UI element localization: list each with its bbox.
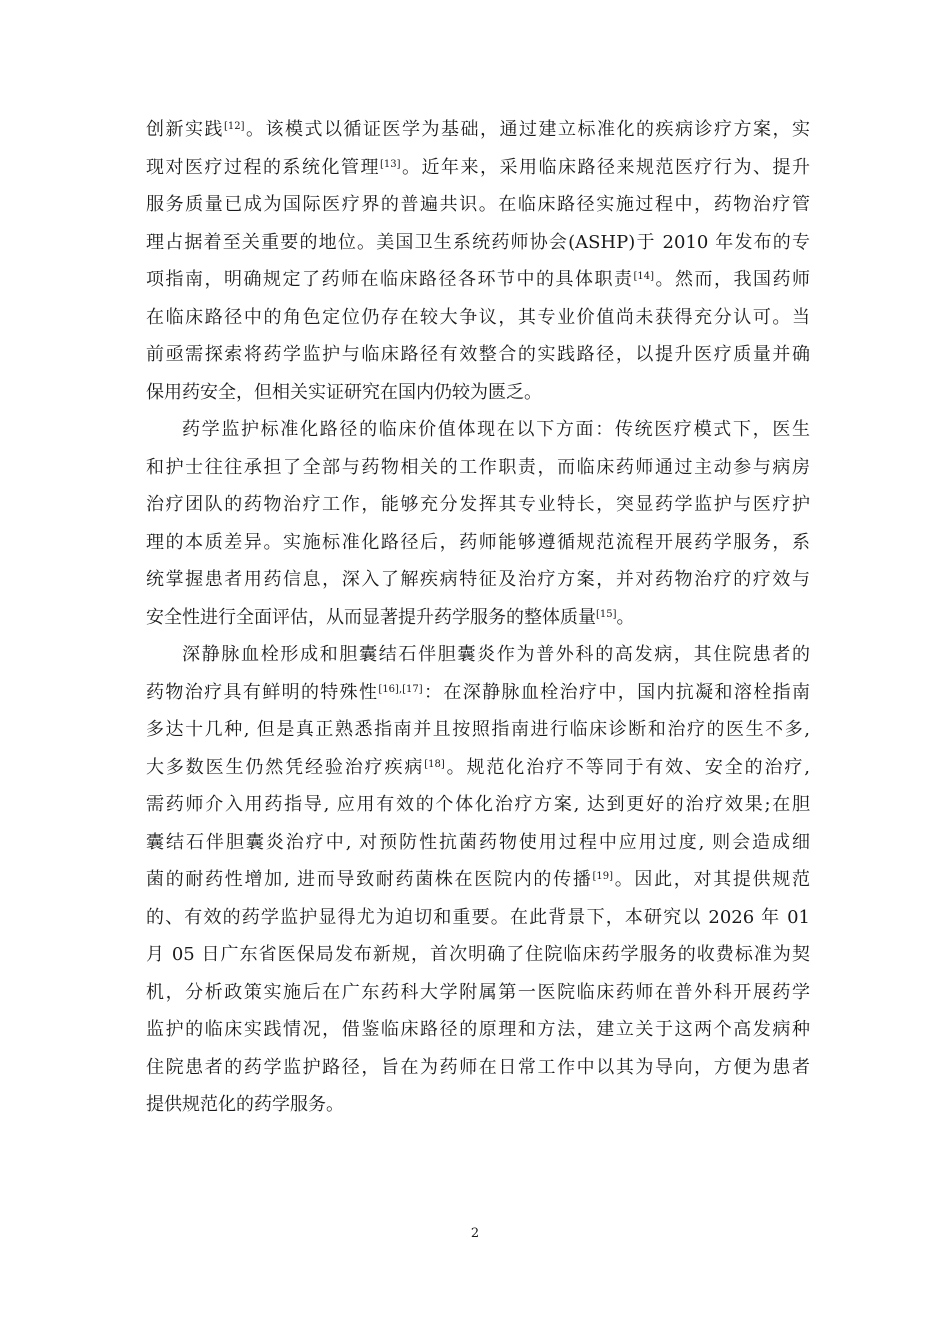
text-run: 住院患者的药学监护路径，旨在为药师在日常工作中以其为导向，方便为患者 [146,1056,810,1078]
text-run: 药物治疗具有鲜明的特殊性 [146,681,379,703]
text-line [146,899,810,937]
text-run: 理占据着至关重要的地位。美国卫生系统药师协会(ASHP)于 2010 年发布的专 [146,231,810,253]
citation-ref: [19] [592,871,614,882]
text-line [146,411,810,449]
citation-ref: [15] [596,608,617,620]
text-run: 现对医疗过程的系统化管理 [146,156,380,178]
text-line [146,1011,810,1049]
text-run: 治疗团队的药物治疗工作，能够充分发挥其专业特长，突显药学监护与医疗护 [146,494,810,515]
paragraph [146,111,810,411]
citation-ref: [12] [224,121,245,132]
text-line [146,299,810,337]
text-run: 囊结石伴胆囊炎治疗中, 对预防性抗菌药物使用过程中应用过度, 则会造成细 [146,831,810,853]
text-run: 多达十几种, 但是真正熟悉指南并且按照指南进行临床诊断和治疗的医生不多, [146,719,810,740]
text-line [146,486,810,524]
text-line [146,749,810,787]
text-run: 。因此，对其提供规范 [613,869,810,890]
text-line [146,786,810,824]
text-run: 。 [616,606,635,628]
text-run: 安全性进行全面评估，从而显著提升药学服务的整体质量 [146,606,596,628]
text-run: 的、有效的药学监护显得尤为迫切和重要。在此背景下，本研究以 2026 年 01 [146,906,810,928]
text-run: 需药师介入用药指导, 应用有效的个体化治疗方案, 达到更好的治疗效果;在胆 [146,794,810,815]
text-line [146,561,810,599]
text-run: 菌的耐药性增加, 进而导致耐药菌株在医院内的传播 [146,869,593,890]
citation-ref: [16],[17] [378,683,423,695]
text-run: ：在深静脉血栓治疗中，国内抗凝和溶栓指南 [422,681,811,703]
paragraph [146,411,810,636]
text-run: 提供规范化的药学服务。 [146,1094,344,1115]
text-line [146,336,810,374]
text-line [146,974,810,1012]
text-line [146,374,810,412]
text-run: 。近年来，采用临床路径来规范医疗行为、提升 [400,156,811,178]
text-line [146,261,810,299]
page-number: 2 [470,1226,480,1241]
text-line [146,861,810,899]
text-line [146,636,810,674]
text-run: 。然而，我国药师 [654,269,811,290]
text-run: 统掌握患者用药信息，深入了解疾病特征及治疗方案，并对药物治疗的疗效与 [146,569,810,590]
text-line [146,1049,810,1087]
text-run: 月 05 日广东省医保局发布新规，首次明确了住院临床药学服务的收费标准为契 [146,944,810,965]
text-line [146,111,810,149]
text-line [146,936,810,974]
text-run: 。规范化治疗不等同于有效、安全的治疗, [444,756,810,778]
citation-ref: [13] [380,158,401,170]
text-line [146,149,810,187]
text-line [146,186,810,224]
text-run: 创新实践 [146,119,224,140]
text-run: 。该模式以循证医学为基础，通过建立标准化的疾病诊疗方案，实 [244,119,811,140]
text-run: 服务质量已成为国际医疗界的普遍共识。在临床路径实施过程中，药物治疗管 [146,194,810,215]
text-line [146,599,810,637]
citation-ref: [14] [633,271,655,282]
text-run: 保用药安全，但相关实证研究在国内仍较为匮乏。 [146,381,542,403]
text-line [146,224,810,262]
text-run: 理的本质差异。实施标准化路径后，药师能够遵循规范流程开展药学服务，系 [146,531,810,553]
text-run: 药学监护标准化路径的临床价值体现在以下方面：传统医疗模式下，医生 [182,419,810,440]
text-run: 机，分析政策实施后在广东药科大学附属第一医院临床药师在普外科开展药学 [146,981,810,1003]
paragraph [146,636,810,1124]
text-line [146,674,810,712]
text-line [146,449,810,487]
text-run: 项指南，明确规定了药师在临床路径各环节中的具体职责 [146,269,634,290]
text-line [146,524,810,562]
text-run: 大多数医生仍然凭经验治疗疾病 [146,756,425,778]
text-line [146,824,810,862]
text-run: 在临床路径中的角色定位仍存在较大争议，其专业价值尚未获得充分认可。当 [146,306,810,328]
text-run: 和护士往往承担了全部与药物相关的工作职责，而临床药师通过主动参与病房 [146,456,810,478]
text-run: 深静脉血栓形成和胆囊结石伴胆囊炎作为普外科的高发病，其住院患者的 [182,644,810,665]
citation-ref: [18] [424,758,445,770]
text-line [146,1086,810,1124]
text-line [146,711,810,749]
text-run: 监护的临床实践情况，借鉴临床路径的原理和方法，建立关于这两个高发病种 [146,1019,810,1040]
text-run: 前亟需探索将药学监护与临床路径有效整合的实践路径，以提升医疗质量并确 [146,344,810,365]
body-text [146,111,810,1124]
